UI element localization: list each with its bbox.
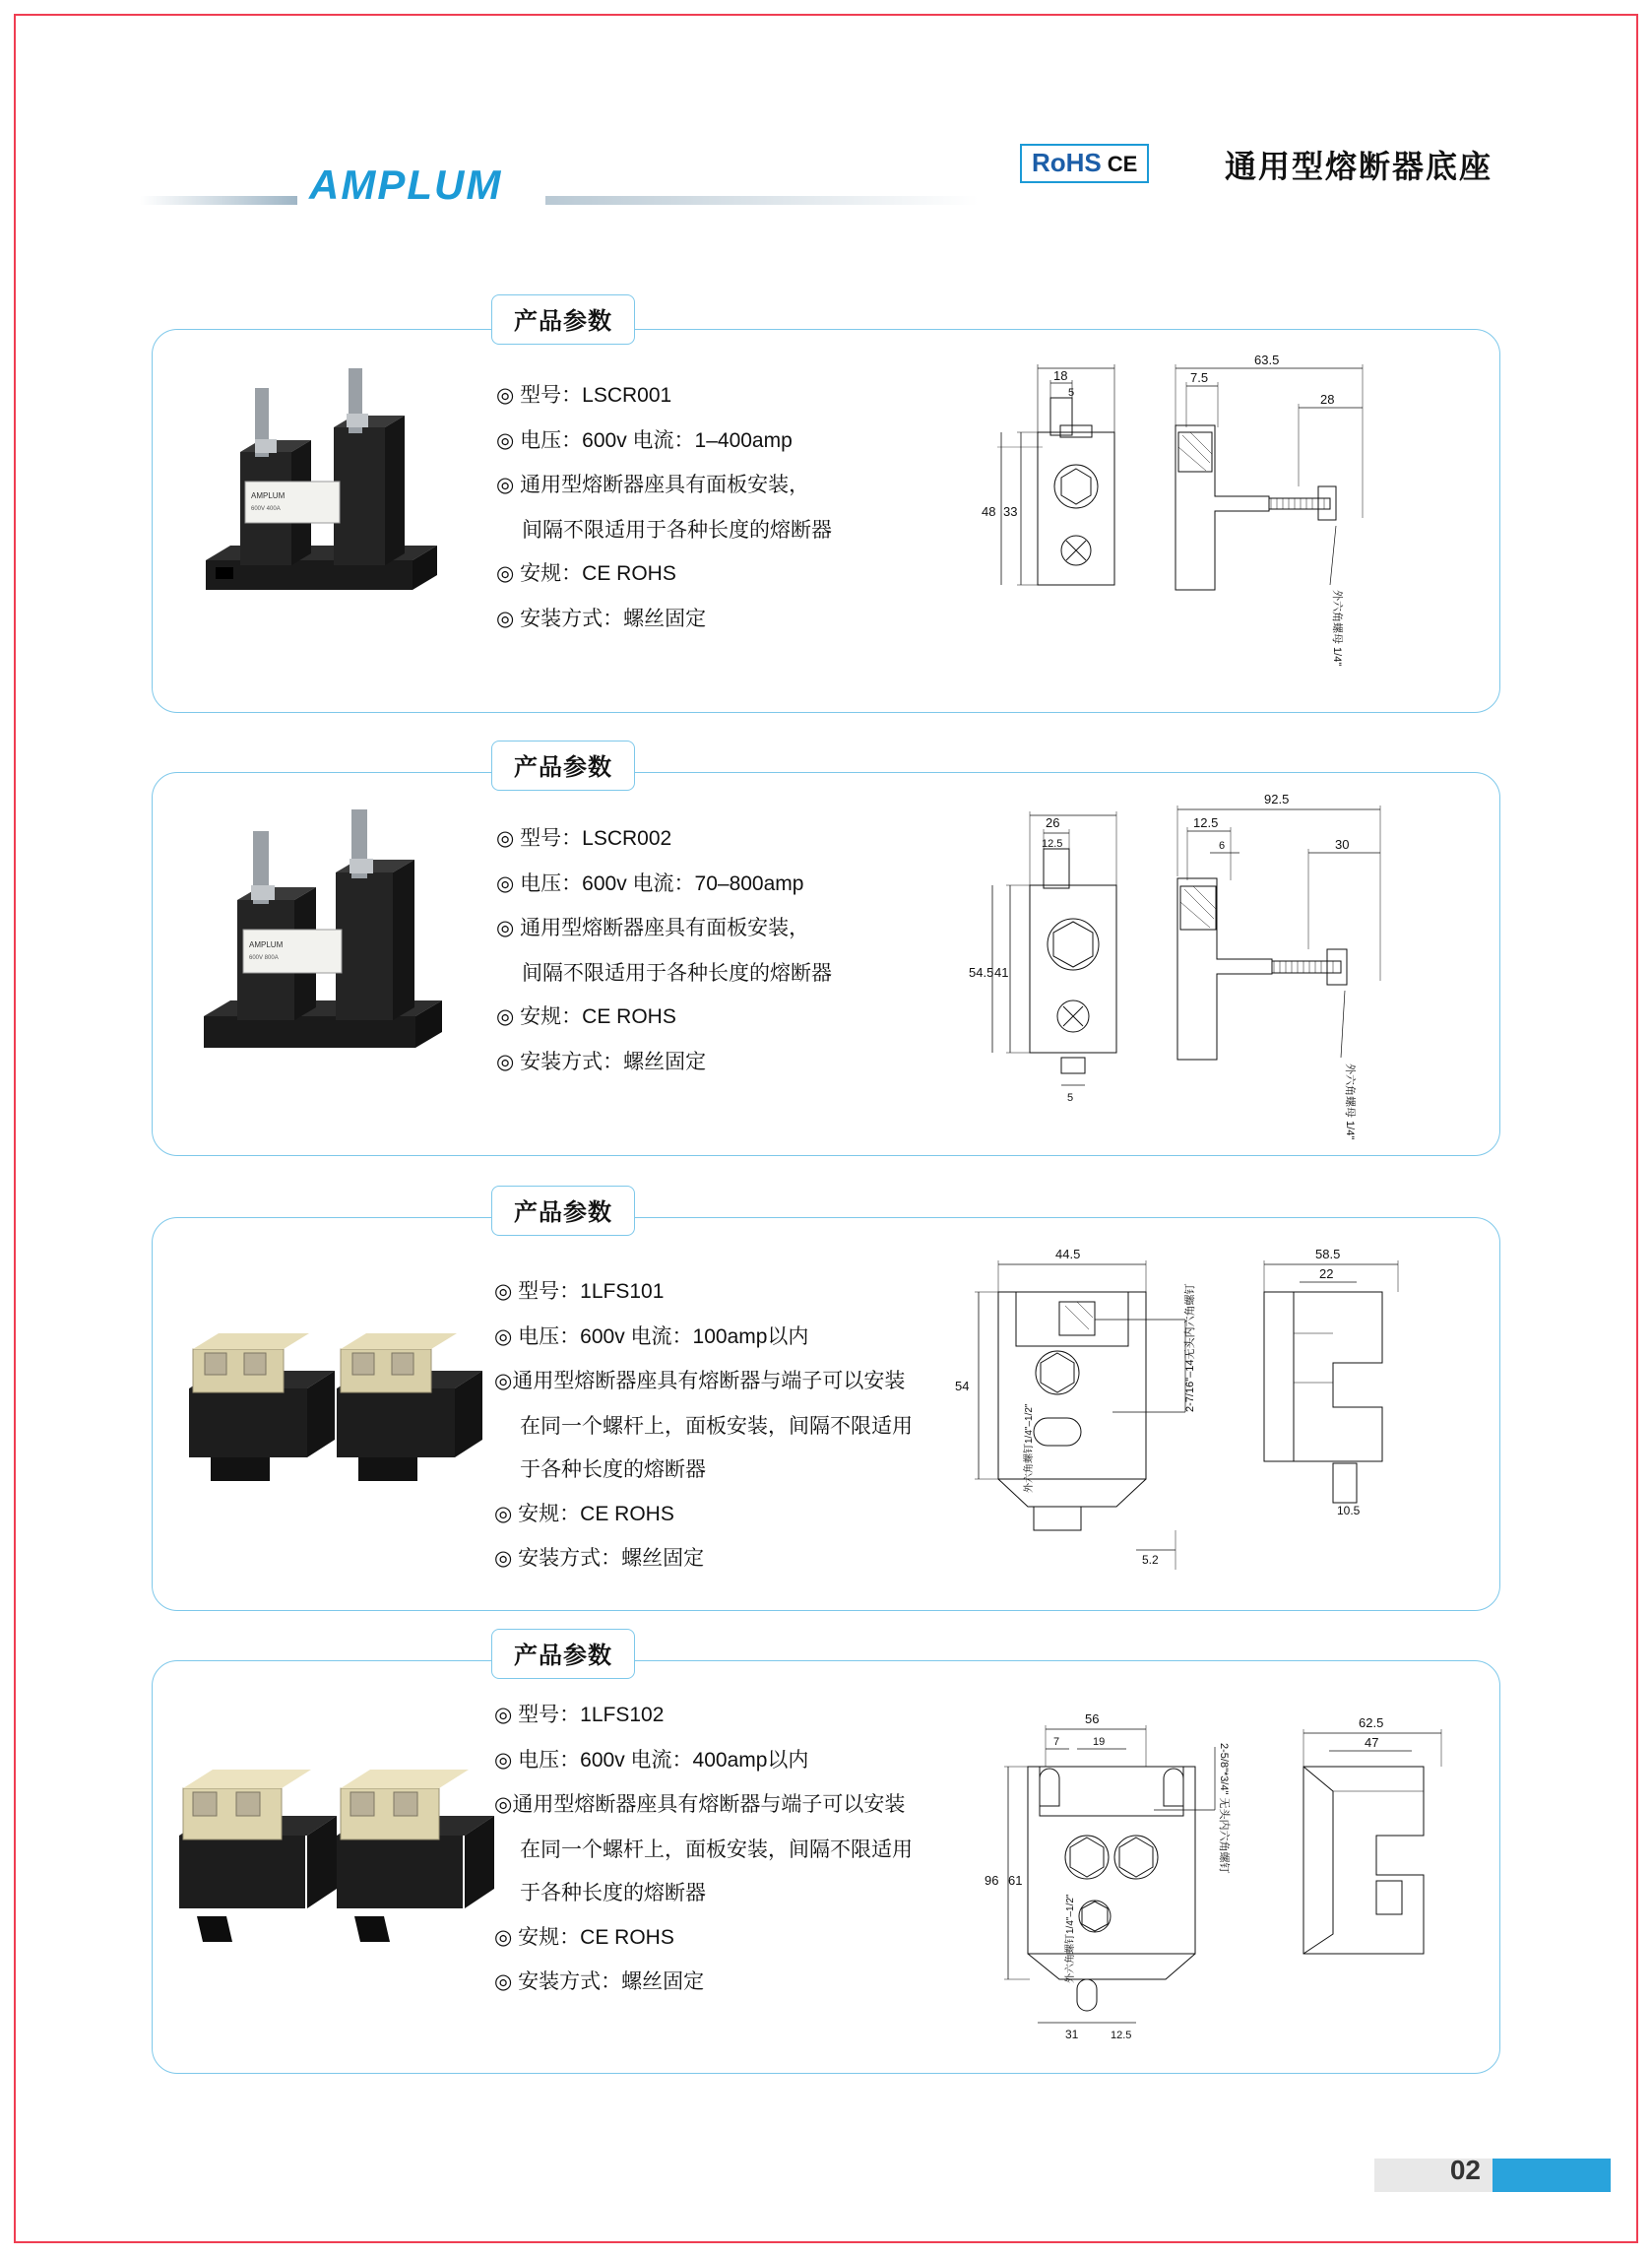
svg-text:12.5: 12.5 [1193,815,1219,830]
svg-text:44.5: 44.5 [1055,1247,1081,1261]
spec-item: ◎ 型号：1LFS101 [494,1280,665,1303]
product-photo-4 [161,1737,496,1983]
svg-text:7: 7 [1053,1736,1060,1748]
spec-item: ◎ 安规：CE ROHS [494,1502,674,1525]
svg-text:31: 31 [1065,2028,1079,2041]
svg-text:5.2: 5.2 [1142,1553,1159,1567]
specs-list-3 [494,1276,913,1588]
specs-list-2 [496,823,832,1091]
spec-item: ◎ 通用型熔断器座具有面板安装， [496,917,810,940]
svg-text:6: 6 [1219,840,1226,852]
spec-item: ◎ 安规：CE ROHS [496,562,676,586]
spec-item: ◎ 型号：LSCR002 [496,827,672,850]
svg-text:22: 22 [1319,1266,1334,1281]
technical-drawing-2 [959,772,1471,1156]
svg-text:96: 96 [985,1873,999,1888]
svg-text:28: 28 [1320,392,1335,407]
technical-drawing-4 [979,1688,1491,2062]
specs-list-1 [496,380,832,648]
spec-item: ◎ 安规：CE ROHS [496,1005,676,1029]
spec-item: 间隔不限适用于各种长度的熔断器 [522,961,832,985]
svg-text:19: 19 [1093,1736,1106,1748]
spec-item: ◎ 通用型熔断器座具有面板安装， [496,474,810,497]
drawing-note-1: 外六角螺母 1/4" [1331,590,1343,667]
header-rule-right [545,196,979,205]
ce-label: CE [1107,152,1138,176]
svg-text:47: 47 [1365,1735,1379,1750]
spec-item: ◎ 型号：LSCR001 [496,384,672,407]
spec-item: 于各种长度的熔断器 [520,1882,706,1905]
header-rule-left [140,196,297,205]
svg-text:58.5: 58.5 [1315,1247,1341,1261]
svg-text:26: 26 [1046,815,1060,830]
product-photo-2 [186,792,481,1077]
product-photo-1 [186,349,472,624]
svg-text:10.5: 10.5 [1337,1504,1361,1517]
svg-text:62.5: 62.5 [1359,1715,1384,1730]
svg-text:54.5: 54.5 [969,965,994,980]
spec-item: ◎ 安装方式：螺丝固定 [494,1547,705,1571]
spec-item: ◎ 电压：600v 电流：1–400amp [496,428,793,452]
svg-text:600V 800A: 600V 800A [249,955,279,961]
specs-list-4 [494,1700,913,2012]
spec-item: ◎通用型熔断器座具有熔断器与端子可以安装 [494,1793,906,1817]
drawing-note-3b: 2-7/16"–14无头内六角螺钉 [1184,1283,1196,1412]
svg-text:61: 61 [1008,1873,1023,1888]
spec-item: ◎ 电压：600v 电流：400amp以内 [494,1748,809,1772]
drawing-note-4b: 2-5/8"*3/4" 无头内六角螺钉 [1218,1743,1230,1874]
spec-item: 在同一个螺杆上，面板安装，间隔不限适用 [520,1838,913,1861]
spec-item: 于各种长度的熔断器 [520,1458,706,1482]
spec-item: ◎ 安装方式：螺丝固定 [496,607,707,630]
svg-text:5: 5 [1067,1092,1074,1104]
svg-text:63.5: 63.5 [1254,353,1280,367]
svg-text:AMPLUM: AMPLUM [251,491,286,500]
technical-drawing-3 [939,1235,1471,1589]
svg-text:7.5: 7.5 [1190,370,1209,385]
spec-item: ◎ 电压：600v 电流：100amp以内 [494,1324,809,1348]
rohs-badge [1020,144,1149,183]
page-inner [14,14,1638,2243]
section-tab-4: 产品参数 [491,1629,635,1679]
spec-item: 在同一个螺杆上，面板安装，间隔不限适用 [520,1414,913,1438]
svg-text:18: 18 [1053,368,1068,383]
page-number: 02 [1449,2155,1481,2185]
svg-text:600V 400A: 600V 400A [251,506,281,512]
spec-item: ◎ 电压：600v 电流：70–800amp [496,871,804,895]
brand-logo: AMPLUM [309,161,503,208]
spec-item: ◎ 型号：1LFS102 [494,1704,665,1726]
drawing-note-4a: 外六角螺钉1/4"–1/2" [1065,1894,1076,1983]
spec-item: ◎ 安规：CE ROHS [494,1925,674,1949]
svg-text:92.5: 92.5 [1264,792,1290,806]
svg-text:30: 30 [1335,837,1350,852]
spec-item: 间隔不限适用于各种长度的熔断器 [522,518,832,542]
svg-text:12.5: 12.5 [1042,838,1063,850]
section-tab-3: 产品参数 [491,1186,635,1236]
section-tab-1: 产品参数 [491,294,635,345]
section-tab-2: 产品参数 [491,741,635,791]
spec-item: ◎ 安装方式：螺丝固定 [496,1050,707,1073]
rohs-label: RoHS [1032,148,1102,177]
technical-drawing-1 [974,339,1466,693]
footer-band-blue [1493,2159,1611,2192]
svg-text:56: 56 [1085,1711,1100,1726]
svg-text:12.5: 12.5 [1111,2030,1132,2041]
spec-item: ◎通用型熔断器座具有熔断器与端子可以安装 [494,1370,906,1393]
drawing-note-2: 外六角螺母 1/4" [1344,1064,1356,1140]
svg-text:48: 48 [982,504,996,519]
product-photo-3 [171,1294,496,1520]
svg-text:41: 41 [994,965,1009,980]
svg-text:33: 33 [1003,504,1018,519]
page-title: 通用型熔断器底座 [1225,149,1493,184]
svg-text:AMPLUM: AMPLUM [249,940,284,949]
spec-item: ◎ 安装方式：螺丝固定 [494,1970,705,1994]
drawing-note-3a: 外六角螺钉1/4"–1/2" [1024,1403,1035,1493]
svg-text:54: 54 [955,1379,970,1393]
svg-text:5: 5 [1068,387,1075,399]
